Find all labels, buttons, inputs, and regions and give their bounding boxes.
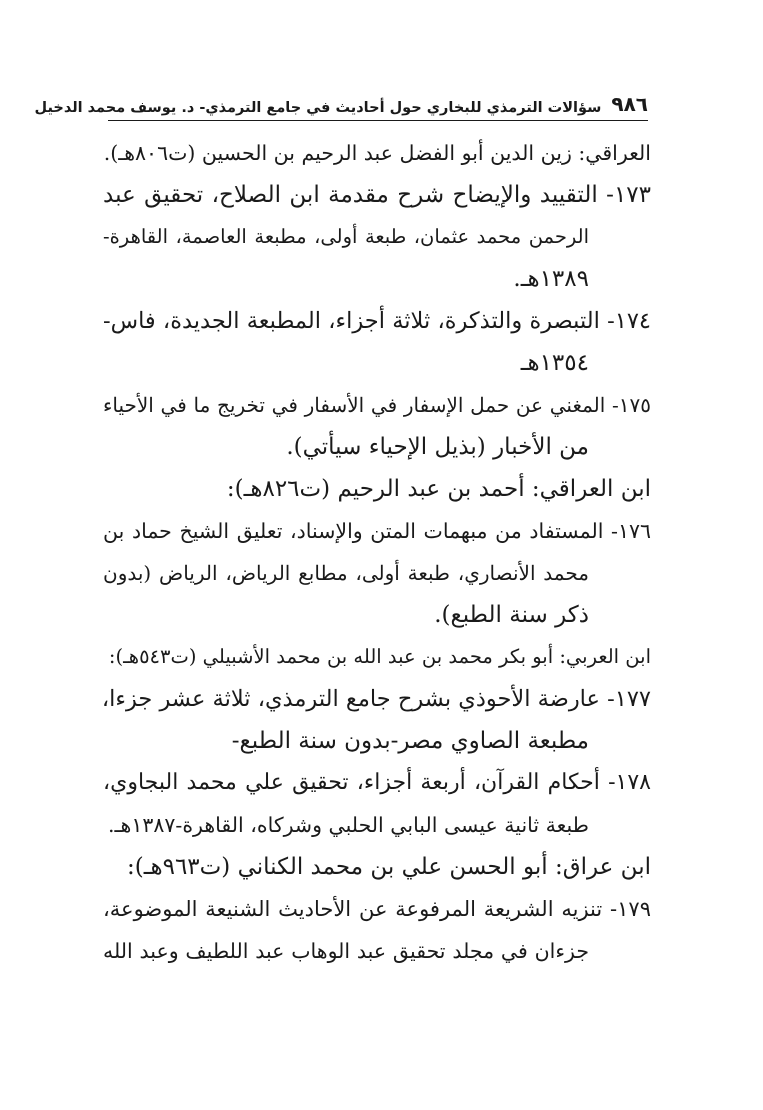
author-heading: ابن عراق: أبو الحسن علي بن محمد الكناني (ت٩٦٣هـ):	[127, 854, 651, 880]
entry-continuation: ١٣٥٤هـ	[520, 350, 589, 376]
bibliography-entry: ١٧٧- عارضة الأحوذي بشرح جامع الترمذي، ثلاثة عشر جزءا،	[101, 686, 651, 712]
entry-continuation: ١٣٨٩هـ.	[513, 266, 589, 292]
entry-continuation: محمد الأنصاري، طبعة أولى، مطابع الرياض، الرياض (بدون	[103, 561, 589, 585]
page-header	[34, 88, 648, 121]
entry-continuation: الرحمن محمد عثمان، طبعة أولى، مطبعة العاصمة، القاهرة-	[103, 225, 589, 248]
bibliography-entry: ١٧٨- أحكام القرآن، أربعة أجزاء، تحقيق علي محمد البجاوي،	[103, 770, 651, 795]
bibliography-entry: ١٧٩- تنزيه الشريعة المرفوعة عن الأحاديث الشنيعة الموضوعة،	[103, 897, 651, 921]
entry-continuation: من الأخبار (بذيل الإحياء سيأتي).	[286, 434, 589, 460]
page-number: ٩٨٦	[611, 92, 648, 116]
bibliography-entry: ١٧٤- التبصرة والتذكرة، ثلاثة أجزاء، المطبعة الجديدة، فاس-	[103, 308, 651, 334]
author-heading: ابن العراقي: أحمد بن عبد الرحيم (ت٨٢٦هـ):	[226, 476, 651, 502]
author-heading: ابن العربي: أبو بكر محمد بن عبد الله بن محمد الأشبيلي (ت٥٤٣هـ):	[108, 645, 651, 668]
entry-continuation: مطبعة الصاوي مصر-بدون سنة الطبع-	[231, 728, 589, 754]
bibliography-body	[103, 132, 651, 972]
entry-continuation: جزءان في مجلد تحقيق عبد الوهاب عبد اللطيف وعبد الله	[103, 939, 589, 963]
entry-continuation: ذكر سنة الطبع).	[434, 602, 589, 628]
bibliography-entry: ١٧٦- المستفاد من مبهمات المتن والإسناد، تعليق الشيخ حماد بن	[103, 519, 651, 543]
author-heading: العراقي: زين الدين أبو الفضل عبد الرحيم بن الحسين (ت٨٠٦هـ).	[103, 141, 651, 165]
bibliography-entry: ١٧٥- المغني عن حمل الإسفار في الأسفار في تخريج ما في الأحياء	[103, 393, 651, 417]
entry-continuation: طبعة ثانية عيسى البابي الحلبي وشركاه، القاهرة-١٣٨٧هـ.	[108, 813, 589, 837]
running-title: سؤالات الترمذي للبخاري حول أحاديث في جامع الترمذي- د. يوسف محمد الدخيل	[34, 100, 602, 116]
bibliography-entry: ١٧٣- التقييد والإيضاح شرح مقدمة ابن الصلاح، تحقيق عبد	[103, 182, 651, 208]
